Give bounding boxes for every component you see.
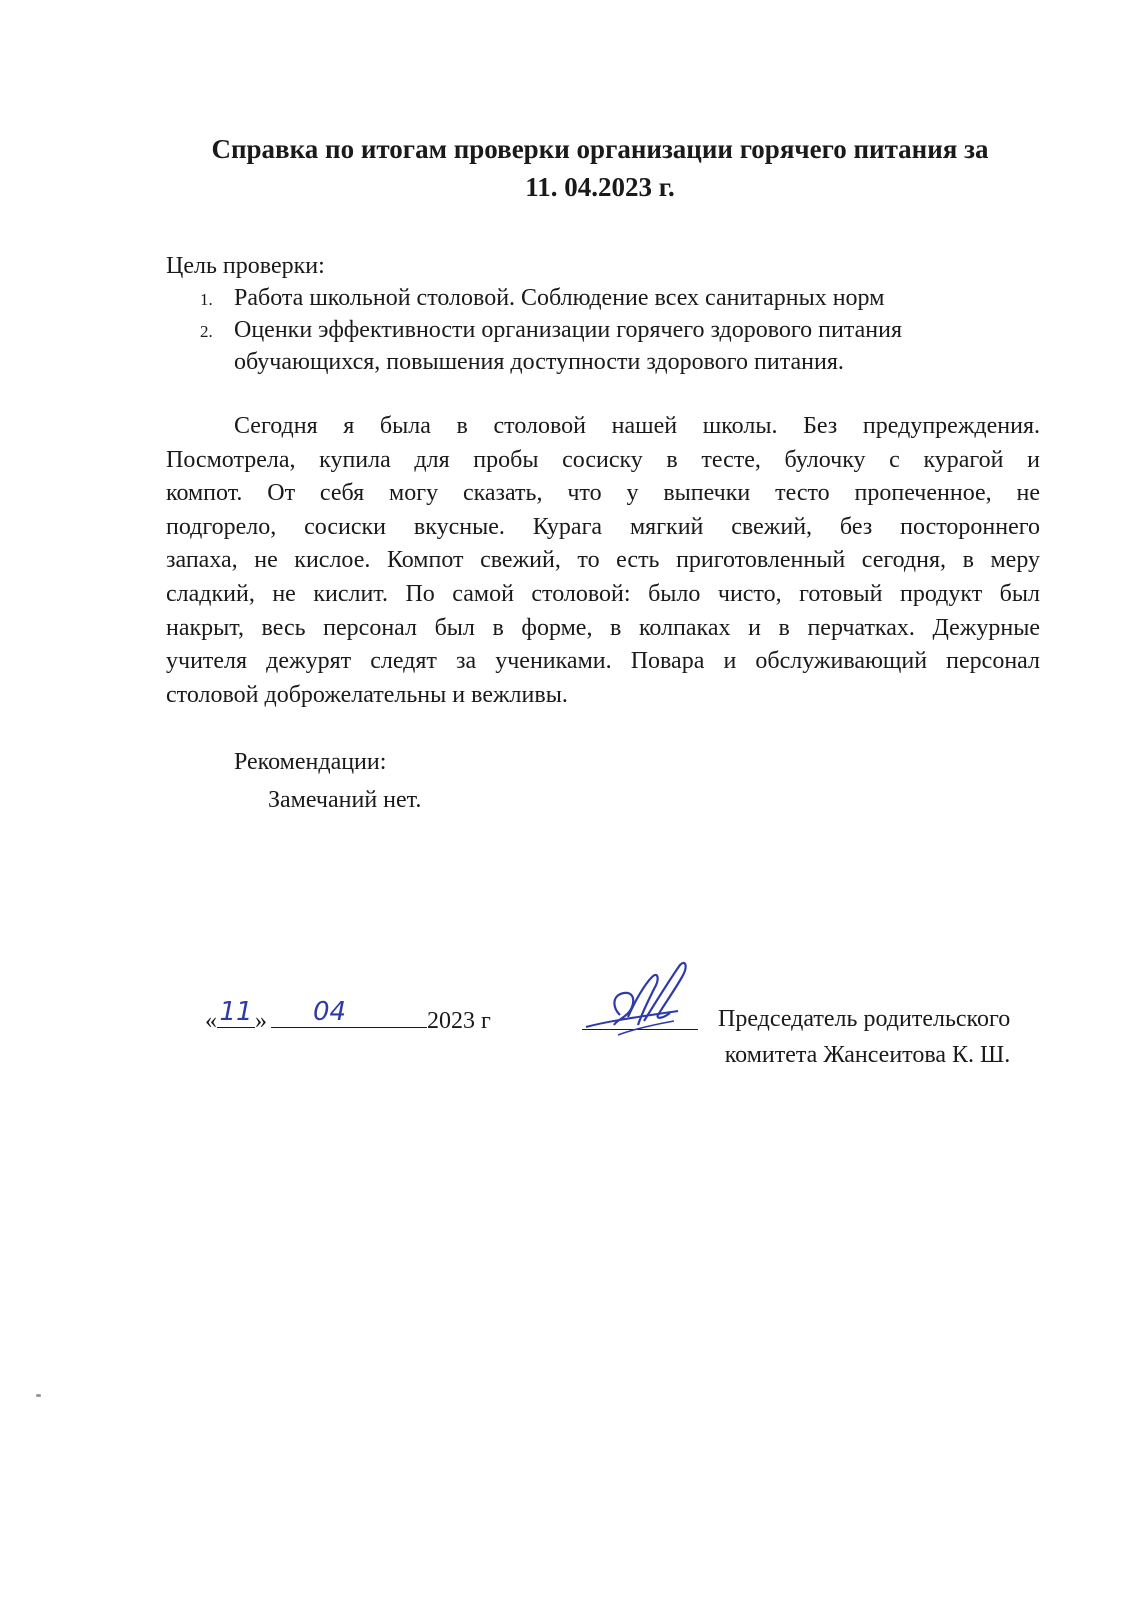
goal-item-number: 1.: [200, 290, 213, 309]
signer-block: [718, 1001, 1010, 1073]
body-line: компот. От себя могу сказать, что у выпечки тесто пропеченное, не: [166, 480, 1040, 507]
body-paragraph: [166, 410, 1040, 712]
body-line: сладкий, не кислит. По самой столовой: было чисто, готовый продукт был: [166, 580, 1040, 607]
date-year: 2023 г: [427, 1008, 491, 1034]
recommendations-heading: Рекомендации:: [234, 749, 387, 775]
date-month-blank: [271, 997, 427, 1028]
date-month-handwritten: 04: [313, 997, 347, 1027]
title-line-1: Справка по итогам проверки организации горячего питания за: [211, 134, 989, 164]
body-line: учителя дежурят следят за учениками. Повара и обслуживающий персонал: [166, 648, 1040, 675]
date-day-handwritten: 11: [219, 997, 253, 1027]
goal-heading: Цель проверки:: [166, 253, 325, 279]
signer-title: Председатель родительского: [718, 1006, 1011, 1032]
goal-item-continuation: обучающихся, повышения доступности здорового питания.: [234, 349, 844, 375]
body-line: Посмотрела, купила для пробы сосиску в тесте, булочку с курагой и: [166, 446, 1040, 473]
goal-item-text: Оценки эффективности организации горячего здорового питания: [234, 317, 903, 343]
body-line: накрыт, весь персонал был в форме, в колпаках и в перчатках. Дежурные: [166, 614, 1040, 641]
date-day-blank: [217, 997, 255, 1028]
body-line: запаха, не кислое. Компот свежий, то есть приготовленный сегодня, в меру: [166, 547, 1040, 574]
date-close-quote: »: [255, 1008, 267, 1034]
goal-item-2: [200, 314, 903, 375]
signature-image: [578, 955, 708, 1045]
document-title: [140, 130, 1060, 206]
body-line: Сегодня я была в столовой нашей школы. Без предупреждения.: [234, 413, 1040, 439]
goal-item-text: Работа школьной столовой. Соблюдение всех санитарных норм: [234, 285, 885, 311]
signer-name: комитета Жансеитова К. Ш.: [724, 1042, 1011, 1068]
body-line: столовой доброжелательны и вежливы.: [166, 681, 568, 708]
goal-item-1: [200, 282, 884, 316]
date-open-quote: «: [205, 1008, 217, 1034]
goal-item-number: 2.: [200, 322, 213, 341]
body-line: подгорело, сосиски вкусные. Курага мягкий свежий, без постороннего: [166, 513, 1040, 540]
date-line: [205, 997, 491, 1038]
recommendations-text: Замечаний нет.: [268, 787, 422, 813]
title-line-2: 11. 04.2023 г.: [525, 172, 675, 202]
scan-speck: [36, 1394, 41, 1397]
